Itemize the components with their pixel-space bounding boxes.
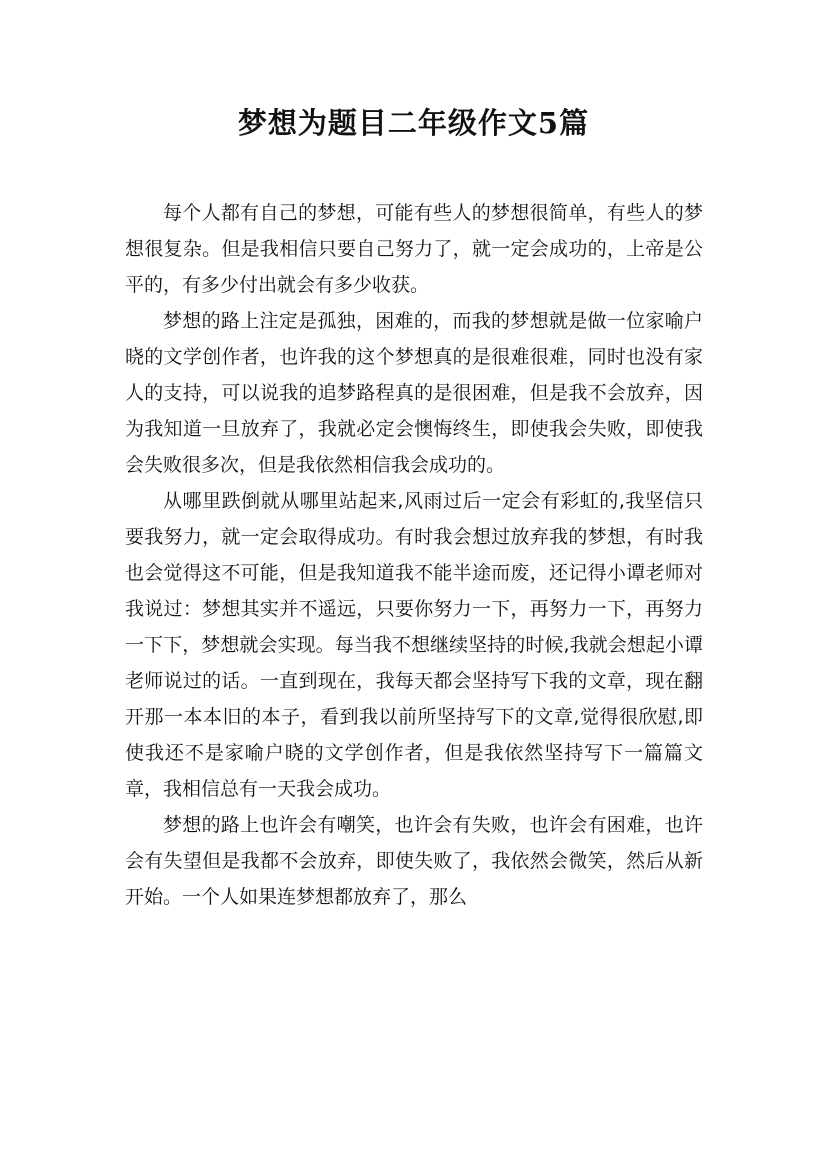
document-title: 梦想为题目二年级作文5篇 (237, 106, 590, 140)
paragraph-1: 每个人都有自己的梦想，可能有些人的梦想很简单，有些人的梦想很复杂。但是我相信只要自己努力了，就一定会成功的，上帝是公平的，有多少付出就会有多少收获。 (125, 202, 703, 296)
paragraph-4: 梦想的路上也许会有嘲笑，也许会有失败，也许会有困难，也许会有失望但是我都不会放弃，即使失败了，我依然会微笑，然后从新开始。一个人如果连梦想都放弃了，那么 (125, 814, 703, 908)
document-body (125, 195, 703, 915)
paragraph-3: 从哪里跌倒就从哪里站起来,风雨过后一定会有彩虹的,我坚信只要我努力，就一定会取得成功。有时我会想过放弃我的梦想，有时我也会觉得这不可能，但是我知道我不能半途而废，还记得小谭老师对我说过：梦想其实并不遥远，只要你努力一下，再努力一下，再努力一下下，梦想就会实现。每当我不想继续坚持的时候,我就会想起小谭老师说过的话。一直到现在，我每天都会坚持写下我的文章，现在翻开那一本本旧的本子，看到我以前所坚持写下的文章,觉得很欣慰,即使我还不是家喻户晓的文学创作者，但是我依然坚持写下一篇篇文章，我相信总有一天我会成功。 (125, 490, 703, 800)
paragraph-2: 梦想的路上注定是孤独，困难的，而我的梦想就是做一位家喻户晓的文学创作者，也许我的这个梦想真的是很难很难，同时也没有家人的支持，可以说我的追梦路程真的是很困难，但是我不会放弃，因为我知道一旦放弃了，我就必定会懊悔终生，即使我会失败，即使我会失败很多次，但是我依然相信我会成功的。 (125, 310, 703, 476)
